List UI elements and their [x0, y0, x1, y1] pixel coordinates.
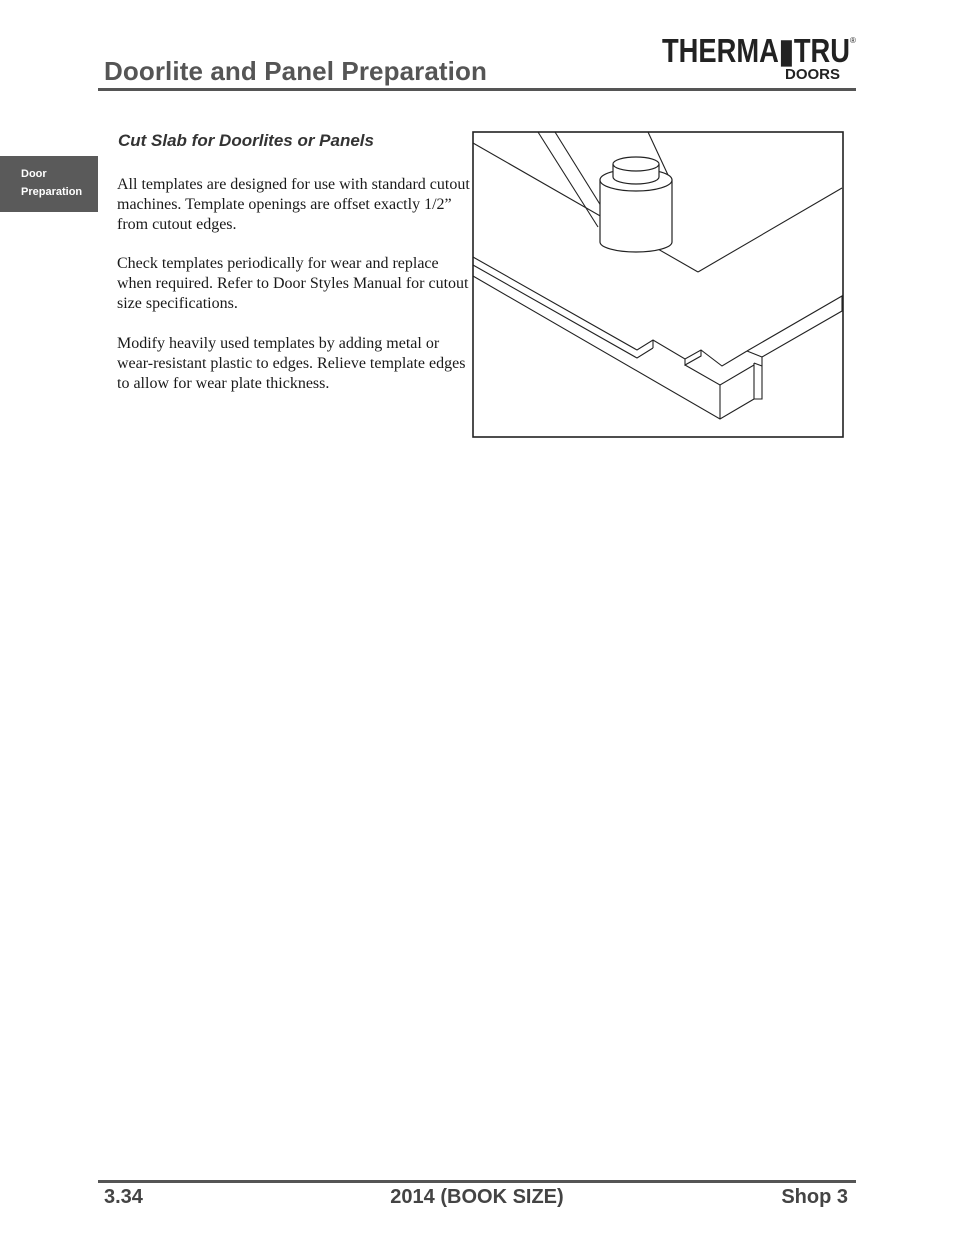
side-tab-door-preparation[interactable]: [0, 156, 98, 212]
logo-brand-top: THERMA▮TRU: [662, 32, 850, 69]
page-title: Doorlite and Panel Preparation: [104, 56, 487, 86]
footer-edition: 2014 (BOOK SIZE): [390, 1186, 564, 1208]
footer-page-number: 3.34: [104, 1186, 143, 1208]
router-template-illustration: [472, 131, 844, 438]
section-heading: Cut Slab for Doorlites or Panels: [118, 131, 374, 150]
header-rule: [98, 88, 856, 91]
paragraph-1: All templates are designed for use with standard cutout machines. Template openings are offset exactly 1/2” from cutout edges.: [117, 176, 470, 233]
side-tab-line2: Preparation: [21, 186, 83, 198]
side-tab-line1: Door: [21, 168, 47, 180]
footer-rule: [98, 1180, 856, 1183]
footer-section: Shop 3: [781, 1186, 848, 1208]
paragraph-2: Check templates periodically for wear and replace when required. Refer to Door Styles Manual for cutout size specifications.: [117, 255, 469, 312]
logo-registered: ®: [850, 36, 856, 45]
logo-brand-bottom: DOORS: [785, 66, 841, 83]
paragraph-3: Modify heavily used templates by adding metal or wear-resistant plastic to edges. Relieve template edges to allow for wear plate thickness.: [117, 335, 466, 392]
therma-tru-logo: [662, 31, 858, 83]
